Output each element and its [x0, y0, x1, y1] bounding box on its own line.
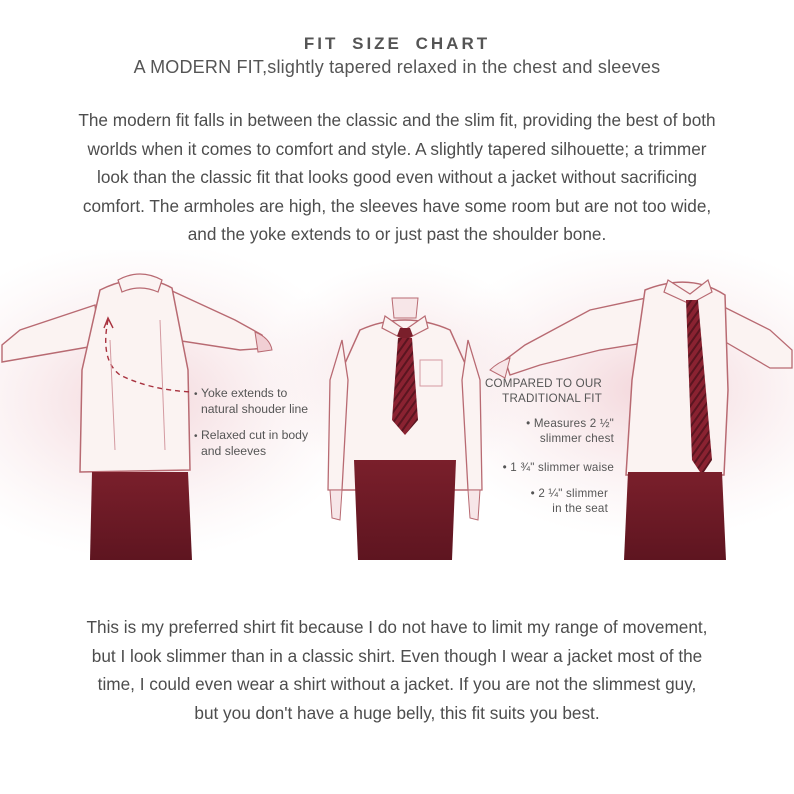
bullet-icon: • [194, 389, 198, 400]
note-line: and sleeves [201, 444, 267, 458]
note-relaxed-cut [194, 428, 308, 459]
fit-illustration-svg [0, 250, 794, 570]
page-subtitle: A MODERN FIT,slightly tapered relaxed in the chest and sleeves [133, 57, 661, 77]
note-line: slimmer chest [539, 432, 614, 445]
intro-line: comfort. The armholes are high, the sleeves have some room but are not too wide, [82, 195, 712, 216]
page-title: FIT SIZE CHART [303, 34, 491, 53]
note-line: Relaxed cut in body [201, 428, 309, 442]
note-chest [526, 416, 614, 446]
comparison-heading [485, 376, 602, 406]
comparison-heading-line: TRADITIONAL FIT [502, 392, 602, 405]
note-seat [531, 486, 608, 516]
outro-line: time, I could even wear a shirt without a jacket. If you are not the slimmest guy, [97, 674, 697, 695]
bullet-icon: • [194, 431, 198, 442]
outro-line: but I look slimmer than in a classic shirt. Even though I wear a jacket most of the [91, 645, 703, 666]
intro-line: worlds when it comes to comfort and style. A slightly tapered silhouette; a trimmer [87, 138, 707, 159]
note-waist [503, 460, 614, 475]
note-line: in the seat [552, 502, 608, 515]
outro-line: This is my preferred shirt fit because I do not have to limit my range of movement, [86, 617, 708, 637]
note-line: • 2 ¼" slimmer [530, 487, 608, 500]
note-line: • 1 ¾" slimmer waise [502, 461, 614, 474]
outro-line: but you don't have a huge belly, this fit suits you best. [194, 702, 600, 723]
closing-paragraph [36, 613, 758, 727]
note-line: Yoke extends to [201, 386, 288, 400]
note-line: natural shouder line [201, 402, 309, 416]
fit-illustration [0, 250, 794, 570]
intro-paragraph [36, 106, 758, 249]
intro-line: The modern fit falls in between the classic and the slim fit, providing the best of both [78, 110, 716, 130]
note-line: • Measures 2 ½" [526, 417, 614, 430]
intro-line: look than the classic fit that looks good even without a jacket without sacrificing [97, 167, 697, 188]
comparison-heading-line: COMPARED TO OUR [484, 377, 602, 390]
note-yoke [194, 386, 308, 417]
intro-line: and the yoke extends to or just past the shoulder bone. [187, 224, 607, 245]
